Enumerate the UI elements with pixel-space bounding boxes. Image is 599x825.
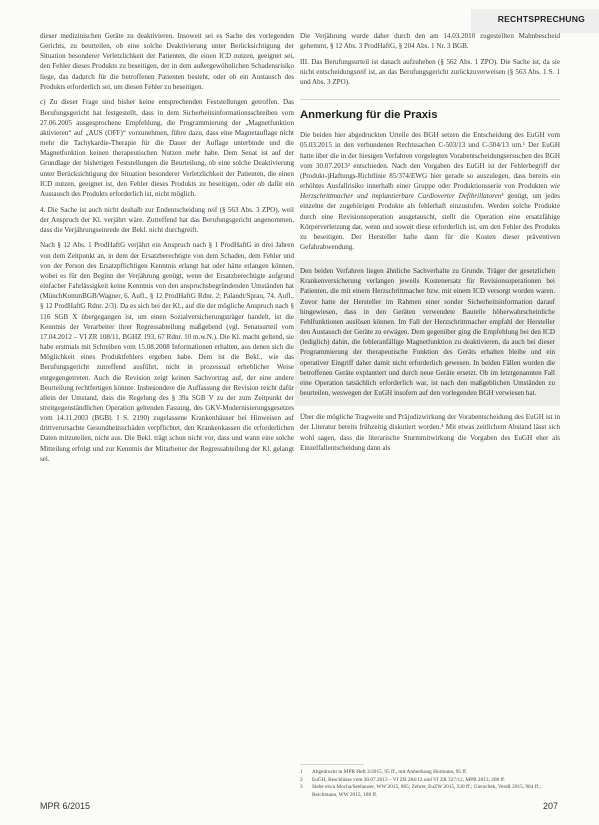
footnotes (300, 764, 560, 799)
footnote (300, 784, 560, 799)
journal-issue: MPR 6/2015 (40, 801, 91, 811)
annotation-title: Anmerkung für die Praxis (300, 109, 438, 122)
paragraph: dieser medizinischen Geräte zu deaktivieren. Insoweit sei es Sache des vorlegenden Gerichts, zu beurteilen, ob eine solche Deaktivierung unter Berücksichtigung der Situation besonderer Verletzlichkeit der Patienten, die einen ICD nutzen, geeignet sei, den Fehler dieses Produkts zu beseitigen, der in dem außergewöhnlichen Schadensrisiko liege, das dadurch für die betroffenen Patienten besteht, oder ob ein Austausch des Produkts erforderlich sei, um diesen Fehler zu beseitigen. (40, 32, 294, 91)
left-column (40, 31, 294, 464)
footnote-number: 2 (300, 776, 303, 783)
closing-paragraph: Über die mögliche Tragweite und Präjudizwirkung der Vorabentscheidung des EuGH ist in der Literatur bereits frühzeitig diskutiert worden.⁴ Mit etwas zeitlichem Abstand lässt sich wohl sagen, dass die literarische Sturmmitwirkung die Vorgaben des EuGH eher als Einzelfallentscheidung dann als (300, 413, 560, 452)
paragraph: Nach § 12 Abs. 1 ProdHaftG verjährt ein Anspruch nach § 1 ProdHaftG in drei Jahren von dem Zeitpunkt an, in dem der Ersatzberechtigte von dem Schaden, dem Fehler und von der Person des Ersatzpflichtigen Kenntnis erlangt hat oder hätte erlangen können, wobei es für den Beginn der Verjährung genügt, wenn der Ersatzberechtigte aufgrund einfacher Fahrlässigkeit keine Kenntnis von den anspruchsbegründenden Umständen hat (MünchKommBGB/Wagner, 6. Aufl., § 12 ProdHaftG Rdnr. 2; Palandt/Sprau, 74. Aufl., § 12 ProdHaftG Rdnr. 2/3). Da es sich bei der Kl., auf die der mögliche Anspruch nach § 116 SGB X übergegangen ist, um einen Sozialversicherungsträger handelt, ist die Kenntnis der Verarbeiter ihrer Regressabteilung maßgebend (vgl. Senatsurteil vom 17.04.2012 – VI ZR 108/11, BGHZ 193, 67 Rdnr. 10 m.w.N.). Die Kl. macht geltend, sie habe erstmals mit Schreiben vom 15.08.2008 Informationen erhalten, aus denen sich die Möglichkeit eines Produktfehlers ergeben habe. Dem ist die Bekl., wie das Berufungsgericht zutreffend ausführt, nicht in prozessual erheblicher Weise entgegengetreten. Auch die Revision zeigt keinen Sachvortrag auf, der eine andere Beurteilung rechtfertigen könnte. Insbesondere die Auffassung der Revision reicht dafür allein der Umstand, dass die Regelung des § 39a SGB V zu der zum Zeitpunkt der streitgegenständlichen Operation geltenden Fassung, des GKV-Modernisierungsgesetzes vom 14.11.2003 (BGBl. I S. 2190) zugelassene Krankenhäuser bei Hinweisen auf drittverursachte Gesundheitsschäden verpflichtet, den Krankenkassen die erforderlichen Daten mitzuteilen, nicht aus. Die Bekl. trägt schon nicht vor, dass und wann eine solche Mitteilung erfolgt und zur Kenntnis der Mitarbeiter der Regressabteilung der Kl. gelangt sei. (40, 241, 294, 463)
footnote-divider (300, 764, 364, 765)
page-number: 207 (542, 801, 558, 811)
footnote-number: 3 (300, 784, 303, 791)
paragraph: Die Verjährung wurde daher durch den am 14.03.2010 zugestellten Mahnbescheid gehemmt, § 12 Abs. 3 ProdHaftG, § 204 Abs. 1 Nr. 3 BGB. (300, 32, 560, 51)
annotation-paragraph (300, 130, 560, 252)
paragraph: 4. Die Sache ist auch nicht deshalb zur Endentscheidung reif (§ 563 Abs. 3 ZPO), weil der Anspruch der Kl. verjährt wäre. Zutreffend hat das Berufungsgericht angenommen, dass die Verjährungseinrede der Bekl. nicht durchgreift. (40, 205, 294, 234)
divider (300, 99, 560, 100)
annotation-text-end: ³ genügt, um jedes einzelne der zugehörigen Produkte als fehlerhaft einzustufen. Werden solche Produkte durch eine Revisionsoperation ausgetauscht, stellt die Operation eine ersatzfähige Körperverletzung dar, wenn und soweit diese erforderlich ist, um den Fehler des Produkts zu beseitigen. Der Hersteller hafte dann für die Kosten dieser präventiven Gefahrabwendung. (300, 192, 560, 251)
paragraph: c) Zu dieser Frage sind bisher keine entsprechenden Feststellungen getroffen. Das Berufungsgericht hat festgestellt, dass in dem Sicherheitsinformationsschreiben vom 27.06.2005 ausgesprochene Empfehlung, die Programmierung der „Magnetfunktion aktivieren“ auf „AUS (OFF)“ vorzunehmen, führe dazu, dass eine Magnetauflage nicht mehr die Tachykardie-Therapie für die Dauer der Auflage unterbinde und die Magnetfunktion keinen therapeutischen Nutzen mehr habe. Dem Senat ist auf der Grundlage der bisherigen Feststellungen die Beurteilung, ob eine solche Deaktivierung unter Berücksichtigung der Situation besonderer Verletzlichkeit der Patienten, die einen ICD nutzen, geeignet ist, den Fehler dieses Produkts zu beseitigen, oder ob dafür ein Austausch des Produkts erforderlich ist, nicht möglich. (40, 98, 294, 198)
footnote-number: 1 (300, 769, 303, 775)
highlight-paragraph: Den beiden Verfahren liegen ähnliche Sachverhalte zu Grunde. Träger der gesetzlichen Krankenversicherung verlangen jeweils Kostenersatz für Revisionsoperationen bei Patienten, die mit einem Herzschrittmacher bzw. mit einem ICD versorgt worden waren. Zuvor hatte der Hersteller im Rahmen einer sonder Sicherheitsinformation darauf hingewiesen, dass in den Geräten verwendete Bauteile höherwahrscheinliche Fehlfunktionen auslösen können. Im Fall der Herzschrittmacher empfahl der Hersteller den Austausch der Geräte zu erwägen. Dem gegenüber ging die Empfehlung bei den ICD (lediglich) dahin, die fehleranfällige Magnetfunktion zu deaktivieren, da auch bei dieser Programmierung der therapeutische Funktion des Geräts erhalten bleibe und ein operativer Eingriff daher damit nicht erforderlich gewesen. In beiden Fällen wurden die betroffenen Geräte explantiert und durch neue Geräte ersetzt. Ob im letztgenannten Fall eine Operation tatsächlich erforderlich war, ist nach den maßgeblichen Umständen zu beurteilen, weswegen der EuGH insofern auf den vorlegenden BGH verwiesen hat. (300, 267, 555, 398)
footnote-text: Siehe etwa Mocha/Seehauser, WW 2015, 865; Zehrer, EuZW 2015, 330 ff.; Gierachek, VersR 2015, 964 ff.; Reichmann, WW 2015, 108 ff. (312, 784, 541, 798)
annotation-text: Die beiden hier abgedruckten Urteile des BGH setzen die Entscheidung des EuGH vom 05.03.2015 in den verbundenen Rechtssachen C-503/13 und C-504/13 um.¹ Der EuGH hatte über die in der hiesigen Verfahren vorgelegten Vorabentscheidungsersuchen des BGH vom 30.07.2013² entschieden. Nach den Vorgaben des EuGH ist der Fehlerbegriff der (Produkt-)Haftungs-Richtlinie 85/374/EWG hier gerade so auszulegen, dass bereits ein erhöhtes Ausfallrisiko innerhalb einer Gruppe oder Produktionsserie von Produkten (300, 131, 560, 191)
right-column (300, 31, 560, 453)
footnote-text: EuGH, Beschlüsse vom 30.07.2013 – VI ZR 284/13 und VI ZR 327/12, MPR 2013, 208 ff. (312, 776, 506, 783)
emphasized-text: wie Herzschrittmacher und implantierbare Cardioverter Defibrillatoren (300, 182, 560, 201)
paragraph: III. Das Berufungsurteil ist danach aufzuheben (§ 562 Abs. 1 ZPO). Die Sache ist, da sie nicht entscheidungsreif ist, an das Berufungsgericht zurückzuverweisen (§ 563 Abs. 1 S. 1 und Abs. 3 ZPO). (300, 57, 560, 87)
footnote (300, 769, 560, 777)
footnote-text: Abgedruckt in MPR Heft 3/2015, 95 ff., mit Anmerkung Hormann, 95 ff. (312, 769, 468, 775)
highlight-box (295, 260, 560, 406)
section-label: RECHTSPRECHUNG (497, 14, 585, 24)
